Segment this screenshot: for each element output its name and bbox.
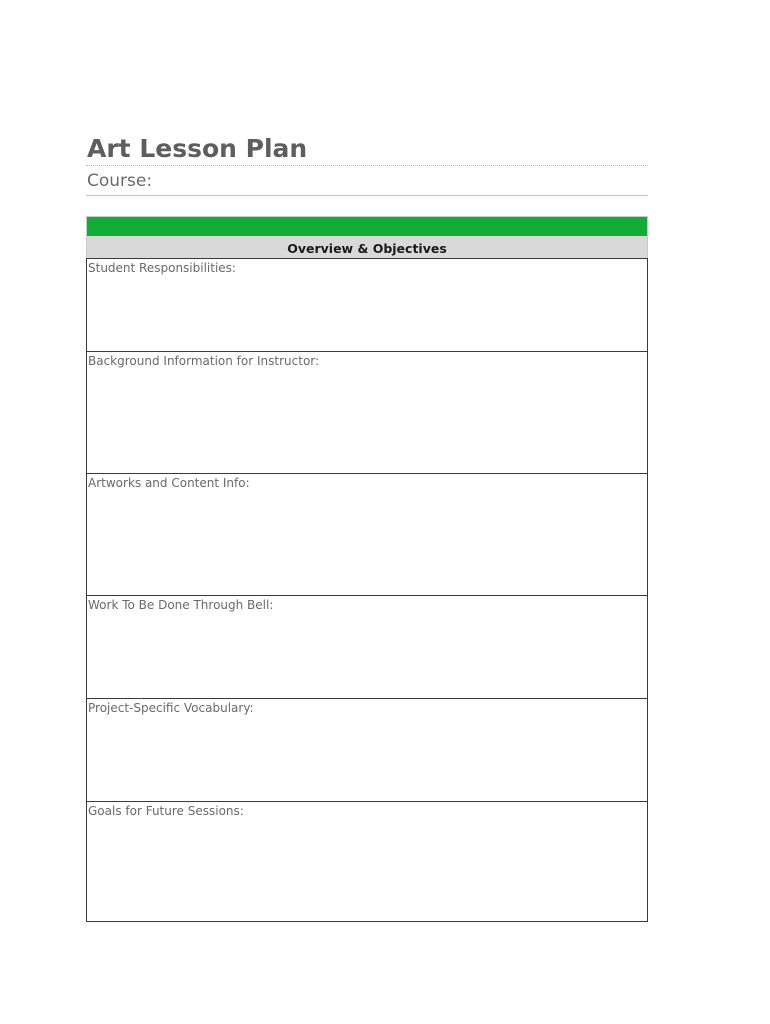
page-title: Art Lesson Plan xyxy=(86,134,648,166)
field-future-goals[interactable] xyxy=(86,802,648,922)
field-label: Project-Specific Vocabulary: xyxy=(88,701,254,715)
field-background-information[interactable] xyxy=(86,352,648,474)
field-student-responsibilities[interactable] xyxy=(86,258,648,352)
section-color-bar xyxy=(86,216,648,236)
field-label: Work To Be Done Through Bell: xyxy=(88,598,274,612)
course-field[interactable]: Course: xyxy=(86,168,648,196)
lesson-plan-document xyxy=(86,134,648,818)
section-header: Overview & Objectives xyxy=(86,236,648,258)
field-label: Artworks and Content Info: xyxy=(88,476,250,490)
field-label: Student Responsibilities: xyxy=(88,261,236,275)
field-label: Background Information for Instructor: xyxy=(88,354,320,368)
field-work-through-bell[interactable] xyxy=(86,596,648,699)
overview-objectives-table xyxy=(86,216,648,922)
field-artworks-content-info[interactable] xyxy=(86,474,648,596)
field-project-vocabulary[interactable] xyxy=(86,699,648,802)
field-label: Goals for Future Sessions: xyxy=(88,804,244,818)
